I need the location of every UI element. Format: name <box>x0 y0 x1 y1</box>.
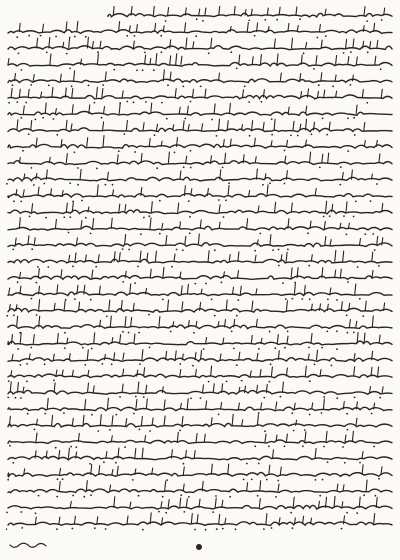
manuscript-line <box>8 350 392 367</box>
manuscript-line <box>8 267 392 284</box>
manuscript-line <box>8 316 392 334</box>
manuscript-line <box>6 169 392 186</box>
manuscript-line <box>6 513 392 531</box>
manuscript-line <box>6 300 392 317</box>
manuscript-line <box>8 414 392 432</box>
manuscript-line <box>8 448 392 465</box>
manuscript-line <box>7 382 392 400</box>
manuscript-line <box>8 152 392 169</box>
manuscript-line <box>8 234 392 251</box>
manuscript-line <box>8 332 392 350</box>
manuscript-line <box>8 70 392 87</box>
manuscript-line <box>8 21 392 38</box>
manuscript-line <box>8 37 392 54</box>
manuscript-line <box>7 464 392 481</box>
manuscript-line <box>8 366 392 382</box>
manuscript-line <box>8 480 392 498</box>
manuscript-text-block <box>6 6 394 531</box>
manuscript-line <box>8 201 392 219</box>
manuscript-line <box>8 87 392 104</box>
manuscript-line <box>8 250 392 268</box>
manuscript-catchword <box>8 538 48 550</box>
manuscript-line <box>8 431 392 448</box>
manuscript-line <box>8 218 392 236</box>
page-footer-dot <box>196 544 202 550</box>
manuscript-line <box>8 54 392 72</box>
manuscript-line <box>6 496 392 514</box>
manuscript-line <box>8 119 392 137</box>
manuscript-line <box>8 185 392 203</box>
manuscript-line <box>8 284 392 301</box>
manuscript-line <box>8 136 392 154</box>
manuscript-line <box>8 398 392 415</box>
manuscript-line <box>108 6 392 22</box>
manuscript-line <box>8 103 392 120</box>
